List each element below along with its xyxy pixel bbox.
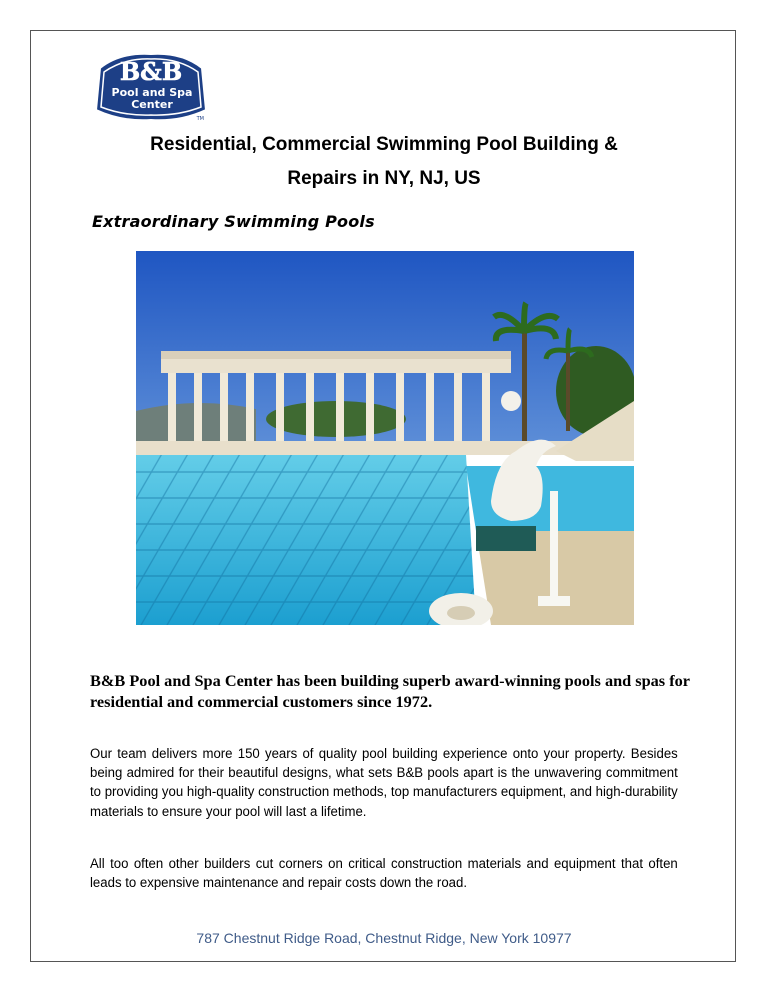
section-subtitle: Extraordinary Swimming Pools — [92, 212, 375, 231]
lead-paragraph: B&B Pool and Spa Center has been building superb award-winning pools and spas for residential and commercial customers since 1972. — [90, 671, 690, 711]
footer-address: 787 Chestnut Ridge Road, Chestnut Ridge, New York 10977 — [196, 930, 572, 946]
title-line-1: Residential, Commercial Swimming Pool Building & — [150, 134, 618, 155]
title-line-2: Repairs in NY, NJ, US — [287, 168, 481, 189]
logo-title: B&B — [119, 57, 183, 86]
pool-photo — [136, 251, 634, 625]
page-title — [90, 128, 678, 196]
pool-photo-icon — [136, 251, 634, 625]
body-paragraph-1: Our team delivers more 150 years of quality pool building experience onto your property. Besides being admired for their beautiful designs, what sets B&B pools apart is the unwavering commitment to providing you high-quality construction methods, top manufacturers equipment, and high-durability materials to ensure your pool will last a lifetime. — [90, 746, 678, 820]
logo-center: Center — [131, 98, 173, 111]
body-paragraph-2: All too often other builders cut corners on critical construction materials and equipment that often leads to expensive maintenance and repair costs down the road. — [90, 856, 678, 892]
logo-graphic — [90, 50, 212, 122]
logo-tm: TM — [196, 116, 204, 122]
logo-subtitle: Pool and Spa — [111, 86, 193, 99]
company-logo[interactable] — [90, 50, 212, 122]
